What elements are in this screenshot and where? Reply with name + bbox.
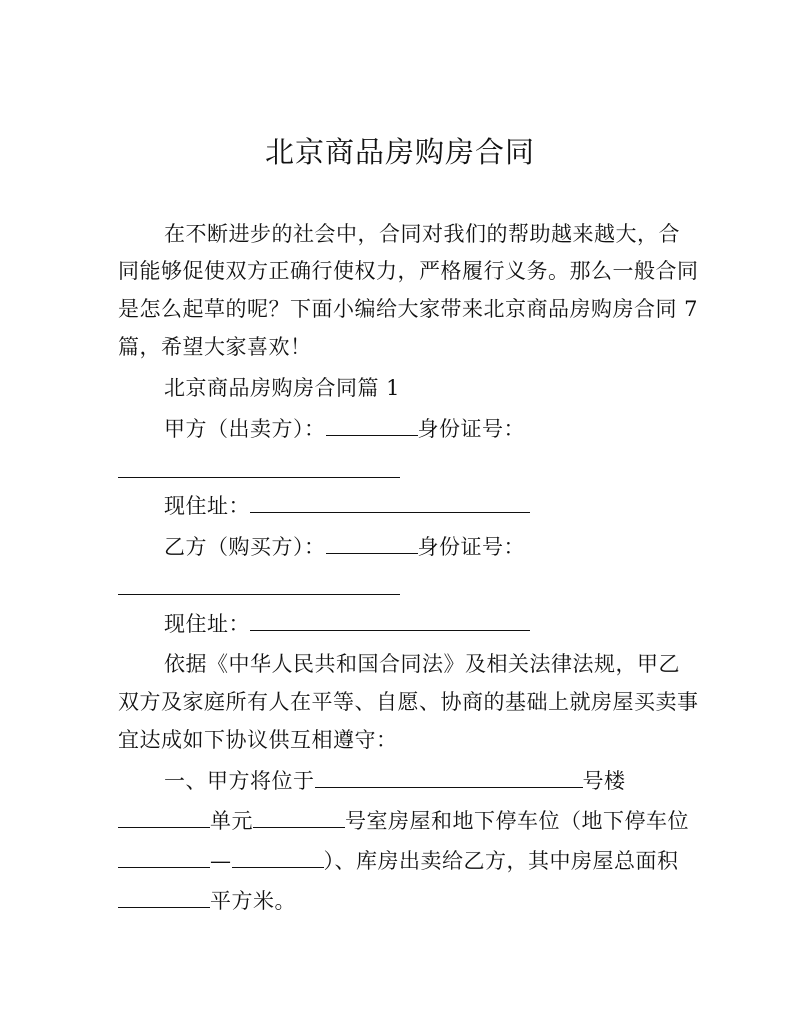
intro-line-4: 篇，希望大家喜欢！: [118, 335, 312, 359]
party-a-name-blank[interactable]: [326, 413, 418, 436]
parking-from-blank[interactable]: [118, 845, 210, 868]
party-a-line: [164, 413, 734, 445]
party-b-id-blank[interactable]: [118, 572, 400, 595]
clause1-prefix: 一、甲方将位于: [164, 769, 315, 793]
party-a-address-line: [164, 490, 734, 522]
party-a-address-blank[interactable]: [250, 490, 530, 513]
area-unit-label: 平方米。: [210, 889, 296, 913]
party-b-address-line: [164, 608, 734, 640]
section-title: 北京商品房购房合同篇 1: [164, 376, 401, 400]
area-blank[interactable]: [118, 885, 210, 908]
party-b-name-blank[interactable]: [326, 531, 418, 554]
party-b-address-label: 现住址：: [164, 612, 250, 636]
clause1-line-1: [164, 765, 734, 797]
basis-line-2: 双方及家庭所有人在平等、自愿、协商的基础上就房屋买卖事: [118, 690, 699, 714]
intro-line-2: 同能够促使双方正确行使权力，严格履行义务。那么一般合同: [118, 259, 699, 283]
parking-to-blank[interactable]: [232, 845, 324, 868]
party-a-id-label: 身份证号：: [417, 417, 525, 441]
party-b-label: 乙方（购买方）：: [164, 535, 326, 559]
party-a-address-label: 现住址：: [164, 494, 250, 518]
party-a-id-blank[interactable]: [118, 455, 400, 478]
clause1-storage-text: ）、库房出卖给乙方，其中房屋总面积: [323, 849, 679, 873]
clause1-line-2: [118, 805, 688, 837]
clause1-room-label: 号室房屋和地下停车位（地下停车位: [345, 809, 689, 833]
party-a-id-line: [118, 455, 688, 481]
clause1-line-3: [118, 845, 688, 877]
clause1-location-blank[interactable]: [315, 765, 583, 788]
party-b-address-blank[interactable]: [250, 608, 530, 631]
intro-line-3: 是怎么起草的呢？下面小编给大家带来北京商品房购房合同 7: [118, 297, 699, 321]
party-a-label: 甲方（出卖方）：: [164, 417, 326, 441]
clause1-unit-blank[interactable]: [253, 805, 345, 828]
intro-line-1: 在不断进步的社会中，合同对我们的帮助越来越大，合: [164, 222, 680, 246]
page-title: 北京商品房购房合同: [264, 135, 535, 169]
party-b-id-line: [118, 572, 688, 598]
clause1-line-4: [118, 885, 688, 917]
clause1-unit-label: 单元: [210, 809, 253, 833]
basis-line-1: 依据《中华人民共和国合同法》及相关法律法规，甲乙: [164, 652, 680, 676]
basis-line-3: 宜达成如下协议供互相遵守：: [118, 728, 398, 752]
clause1-building-blank[interactable]: [118, 805, 210, 828]
parking-dash: —: [210, 849, 232, 873]
party-b-line: [164, 531, 734, 563]
party-b-id-label: 身份证号：: [417, 535, 525, 559]
clause1-building-label: 号楼: [582, 769, 626, 793]
